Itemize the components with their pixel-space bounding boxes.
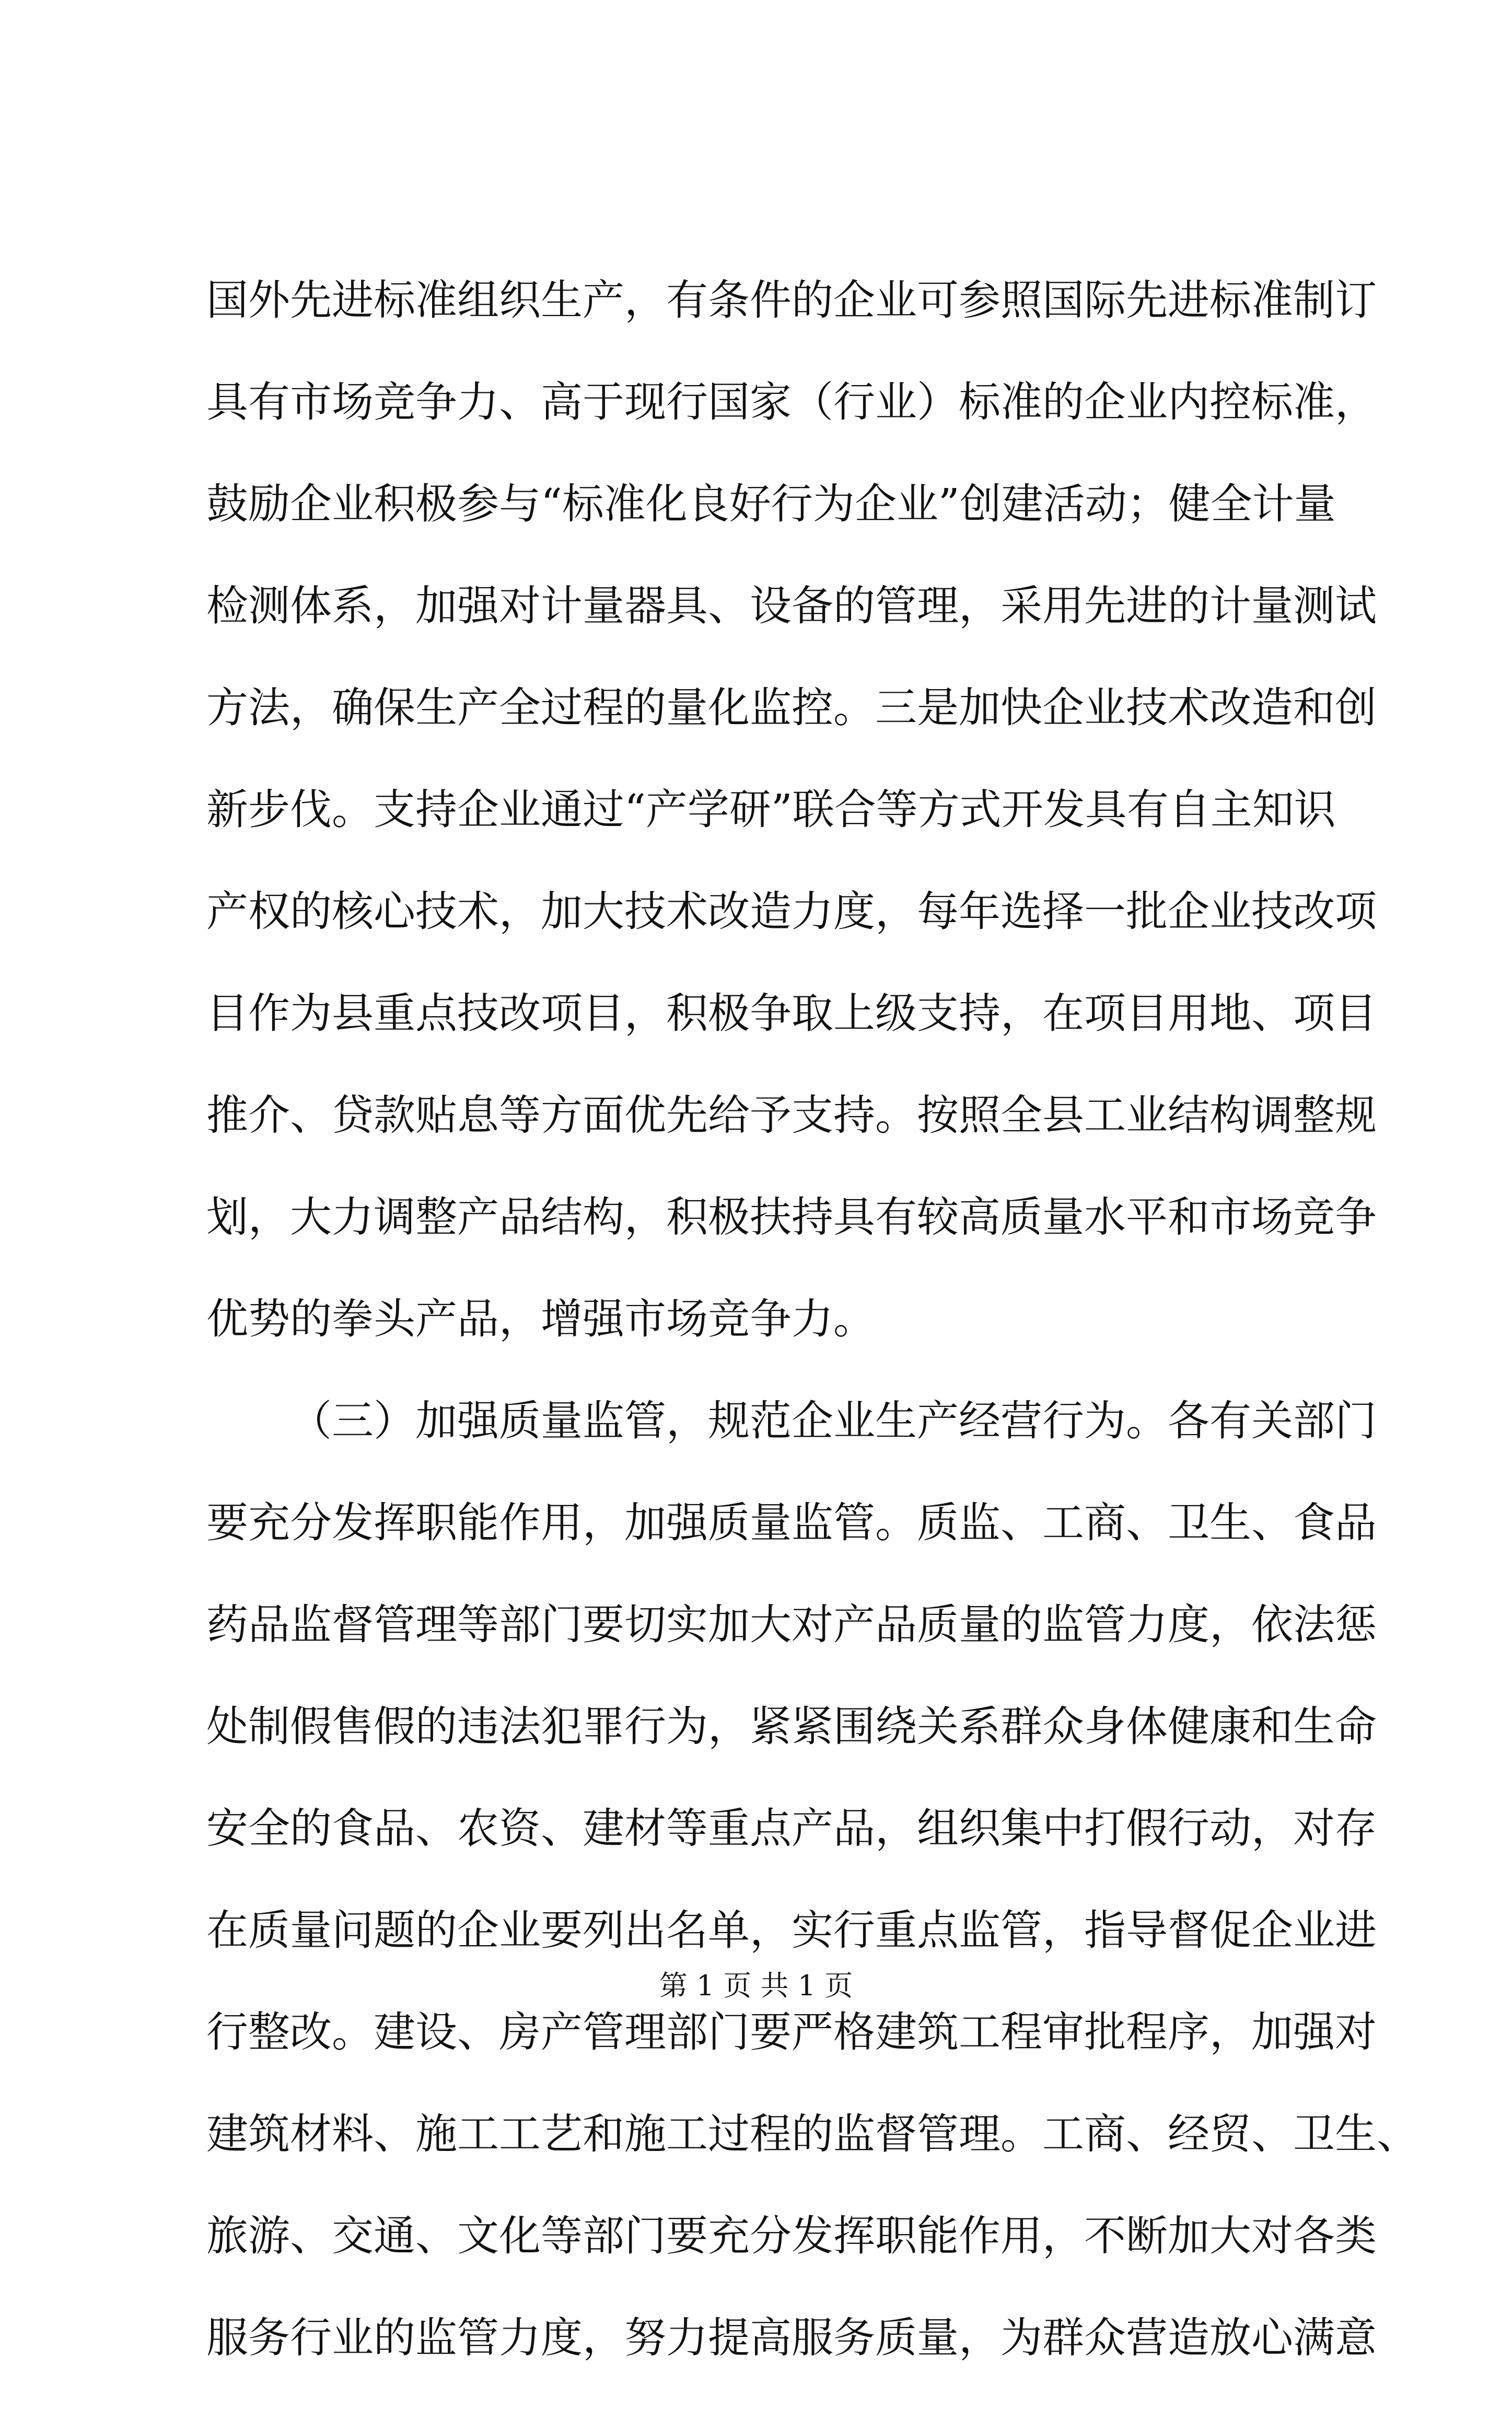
text-line: 划，大力调整产品结构，积极扶持具有较高质量水平和市场竞争	[206, 1193, 1377, 1241]
text-line: 鼓励企业积极参与“标准化良好行为企业”创建活动；健全计量	[206, 480, 1336, 528]
text-line: 具有市场竞争力、高于现行国家（行业）标准的企业内控标准，	[206, 378, 1377, 426]
text-line: 行整改。建设、房产管理部门要严格建筑工程审批程序，加强对	[206, 2008, 1377, 2056]
text-line: 新步伐。支持企业通过“产学研”联合等方式开发具有自主知识	[206, 785, 1336, 834]
body-text	[206, 276, 1418, 2419]
text-line: 优势的拳头产品，增强市场竞争力。	[206, 1295, 875, 1343]
text-line: 建筑材料、施工工艺和施工过程的监督管理。工商、经贸、卫生、	[206, 2110, 1418, 2158]
text-line: 要充分发挥职能作用，加强质量监管。质监、工商、卫生、食品	[206, 1498, 1377, 1547]
page-number-footer: 第 1 页 共 1 页	[659, 1969, 853, 2002]
text-line: 国外先进标准组织生产，有条件的企业可参照国际先进标准制订	[206, 276, 1377, 324]
text-line: 药品监督管理等部门要切实加大对产品质量的监管力度，依法惩	[206, 1600, 1377, 1649]
text-line: 处制假售假的违法犯罪行为，紧紧围绕关系群众身体健康和生命	[206, 1702, 1377, 1751]
text-line: 在质量问题的企业要列出名单，实行重点监管，指导督促企业进	[206, 1906, 1377, 1955]
text-line: 服务行业的监管力度，努力提高服务质量，为群众营造放心满意	[206, 2313, 1377, 2362]
text-line: 方法，确保生产全过程的量化监控。三是加快企业技术改造和创	[206, 683, 1377, 732]
text-line: 旅游、交通、文化等部门要充分发挥职能作用，不断加大对各类	[206, 2212, 1377, 2260]
text-line: 产权的核心技术，加大技术改造力度，每年选择一批企业技改项	[206, 887, 1377, 936]
text-line: 检测体系，加强对计量器具、设备的管理，采用先进的计量测试	[206, 582, 1377, 630]
paragraph-start-line: （三）加强质量监管，规范企业生产经营行为。各有关部门	[290, 1397, 1377, 1445]
text-line: 推介、贷款贴息等方面优先给予支持。按照全县工业结构调整规	[206, 1091, 1377, 1139]
text-line: 安全的食品、农资、建材等重点产品，组织集中打假行动，对存	[206, 1804, 1377, 1853]
text-line: 目作为县重点技改项目，积极争取上级支持，在项目用地、项目	[206, 989, 1377, 1038]
